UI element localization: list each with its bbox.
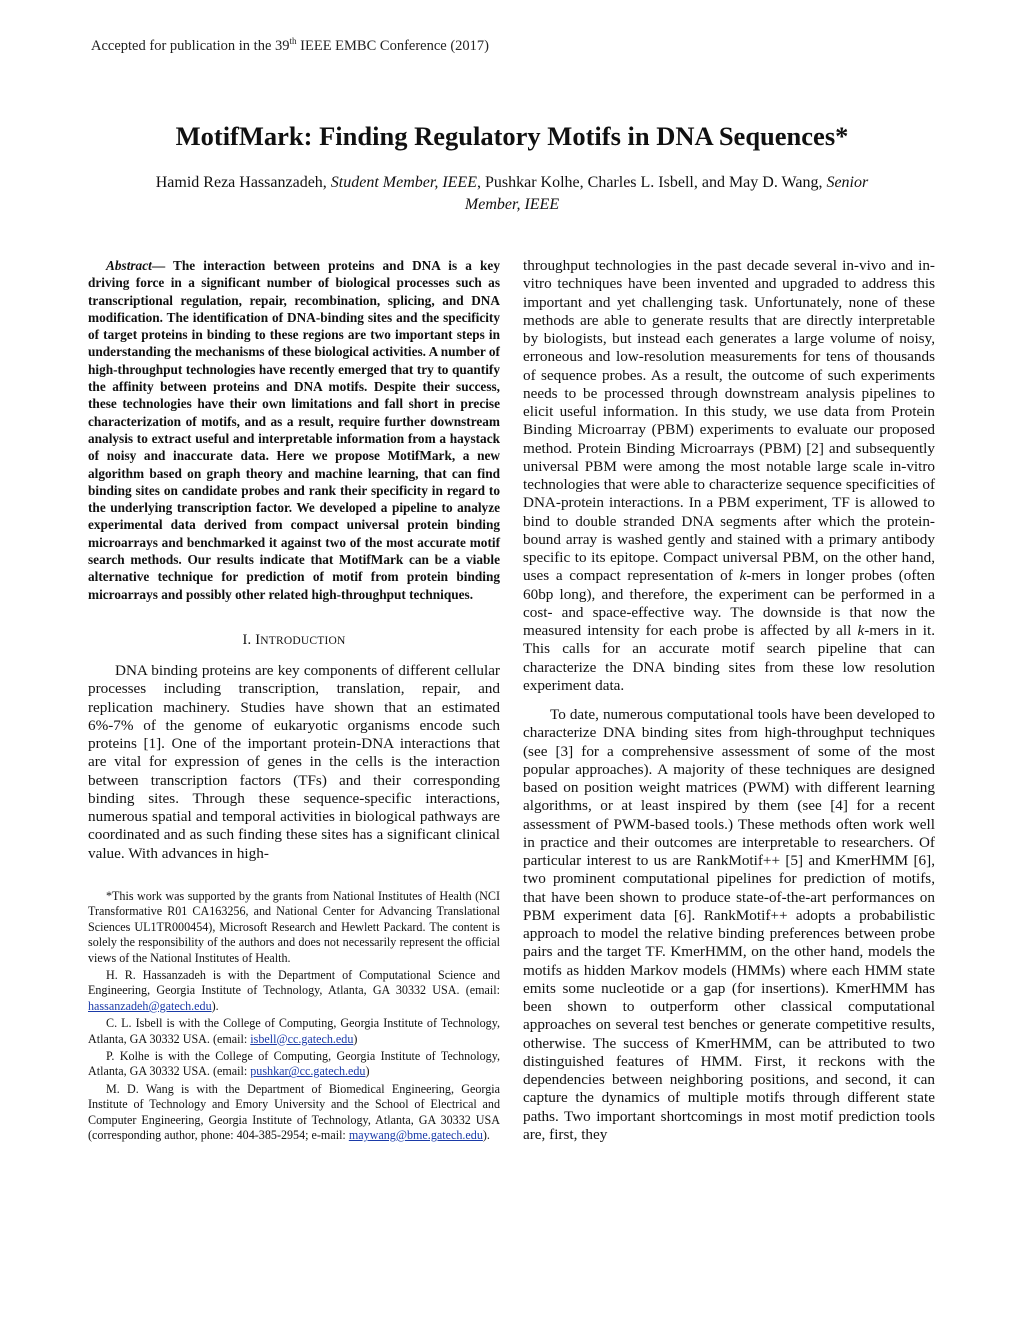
intro-paragraph: DNA binding proteins are key components of different cellular processes including transcription, translation, repair, and replication machinery. Studies have shown that an estimated 6%-7% of the genome of eukaryotic organisms encode such proteins [1]. One of the important protein-DNA interactions that are vital for expression of genes in the cells is the interaction between transcription factors (TFs) and their corresponding binding sites. Through these sequence-specific interactions, numerous spatial and temporal activities in biological pathways are coordinated and as such finding these sites has a significant clinical value. With advances in high- [88,662,500,862]
paper-title: MotifMark: Finding Regulatory Motifs in DNA Sequences* [175,121,849,151]
affiliation-isbell: C. L. Isbell is with the College of Computing, Georgia Institute of Technology, Atlanta, GA 30332 USA. (email: isbell@cc.gatech.edu) [88,1016,500,1046]
affiliation-wang: M. D. Wang is with the Department of Biomedical Engineering, Georgia Institute of Technology and Emory University and the School of Electrical and Computer Engineering, Georgia Institute of Technology, Atlanta, GA 30332 USA (corresponding author, phone: 404-385-2954; e-mail: maywang@bme.gatech.edu). [88,1081,500,1143]
affiliation-kolhe: P. Kolhe is with the College of Computing, Georgia Institute of Technology, Atlanta, GA 30332 USA. (email: pushkar@cc.gatech.edu) [88,1049,500,1079]
abstract: Abstract— The interaction between proteins and DNA is a key driving force in a significant number of biological processes such as transcriptional regulation, repair, recombination, splicing, and DNA modification. The identification of DNA-binding sites and the specificity of target proteins in binding to these regions are two important steps in understanding the mechanisms of these biological activities. A number of high-throughput technologies have recently emerged that try to quantify the affinity between proteins and DNA motifs. Despite their success, these technologies have their own limitations and fall short in precise characterization of motifs, and as a result, require further downstream analysis to extract useful and interpretable information from a haystack of noisy and inaccurate data. Here we propose MotifMark, a new algorithm based on graph theory and machine learning, that can find binding sites on candidate probes and rank their specificity in regard to the underlying transcription factor. We developed a pipeline to analyze experimental data derived from compact universal protein binding microarrays and benchmarked it against two of the most accurate motif search methods. Our results indicate that MotifMark can be a viable alternative technique for prediction of motif from protein binding microarrays and possibly other related high-throughput techniques. [88,258,500,602]
funding-footnote: *This work was supported by the grants from National Institutes of Health (NCI Transformative R01 CA163256, and National Center for Advancing Translational Sciences UL1TR000454), Microsoft Research and Hewlett Packard. The content is solely the responsibility of the authors and does not necessarily represent the official views of the National Institutes of Health. [88,888,500,965]
email-link-kolhe[interactable]: pushkar@cc.gatech.edu [250,1064,366,1079]
intro-paragraph-continued: throughput technologies in the past decade several in-vivo and in-vitro techniques have been invented and upgraded to address this important and yet challenging task. Unfortunately, none of these methods are able to generate results that are directly interpretable by biologists, but instead each generates a large volume of noisy, erroneous and low-resolution measurements for tens of thousands of sequence probes. As a result, the outcome of such experiments needs to be processed through downstream analysis pipelines to elicit useful information. In this study, we use data from Protein Binding Microarray (PBM) experiments to evaluate our proposed method. Protein Binding Microarrays (PBM) [2] and subsequently universal PBM were among the most notable large scale in-vitro technologies that were able to characterize sequence specificities of DNA-protein interactions. In a PBM experiment, TF is allowed to bind to double stranded DNA segments after which the protein-bound array is washed gently and stained with a primary antibody specific to its epitope. Compact universal PBM, on the other hand, uses a compact representation of k-mers in longer probes (often 60bp long), and therefore, the experiment can be performed in a cost- and space-effective way. The downside is that now the measured intensity for each probe is affected by all k-mers in it. This calls for an accurate motif search pipeline that can characterize the DNA binding sites from these low resolution experiment data. [523,257,936,694]
right-column [523,257,935,1144]
footnotes [88,889,500,1144]
email-link-hassanzadeh[interactable]: hassanzadeh@gatech.edu [88,998,212,1013]
affiliation-hassanzadeh: H. R. Hassanzadeh is with the Department of Computational Science and Engineering, Georgia Institute of Technology, Atlanta, GA 30332 USA. (email: hassanzadeh@gatech.edu). [88,967,500,1013]
left-column [88,257,500,1145]
publication-note: Accepted for publication in the 39th IEEE EMBC Conference (2017) [91,36,490,54]
email-link-isbell[interactable]: isbell@cc.gatech.edu [250,1031,354,1046]
related-work-paragraph: To date, numerous computational tools have been developed to characterize DNA binding sites from high-throughput techniques (see [3] for a comprehensive assessment of some of the most popular approaches). A majority of these techniques are designed based on position weight matrices (PWM) with different learning algorithms, or at least inspired by them (see [4] for a recent assessment of PWM-based tools.) These methods often work well in practice and their outcomes are interpretable to researchers. Of particular interest to us are RankMotif++ [5] and KmerHMM [6], two prominent computational pipelines for prediction of motifs, that have been shown to produce state-of-the-art performances on PBM experiment data [6]. RankMotif++ adopts a probabilistic approach to model the relative binding preferences between probe pairs and the target TF. KmerHMM, on the other hand, models the motifs as hidden Markov models (HMMs) where each HMM state emits some nucleotide or a gap (for insertions). KmerHMM has been shown to outperform other classical computational approaches on several test benches or generate competitive results, otherwise. The success of KmerHMM, can be attributed to two distinguished features of HMM. First, it reckons with the dependencies between neighboring positions, and second, it can capture the dynamics of multiple motifs through different state paths. Two important shortcomings in most motif prediction tools are, first, they [523,706,935,1143]
author-list: Hamid Reza Hassanzadeh, Student Member, IEEE, Pushkar Kolhe, Charles L. Isbell, and May D. Wang, Senior Member, IEEE [155,174,869,213]
section-heading-introduction: I. INTRODUCTION [242,631,346,648]
email-link-wang[interactable]: maywang@bme.gatech.edu [348,1128,483,1143]
